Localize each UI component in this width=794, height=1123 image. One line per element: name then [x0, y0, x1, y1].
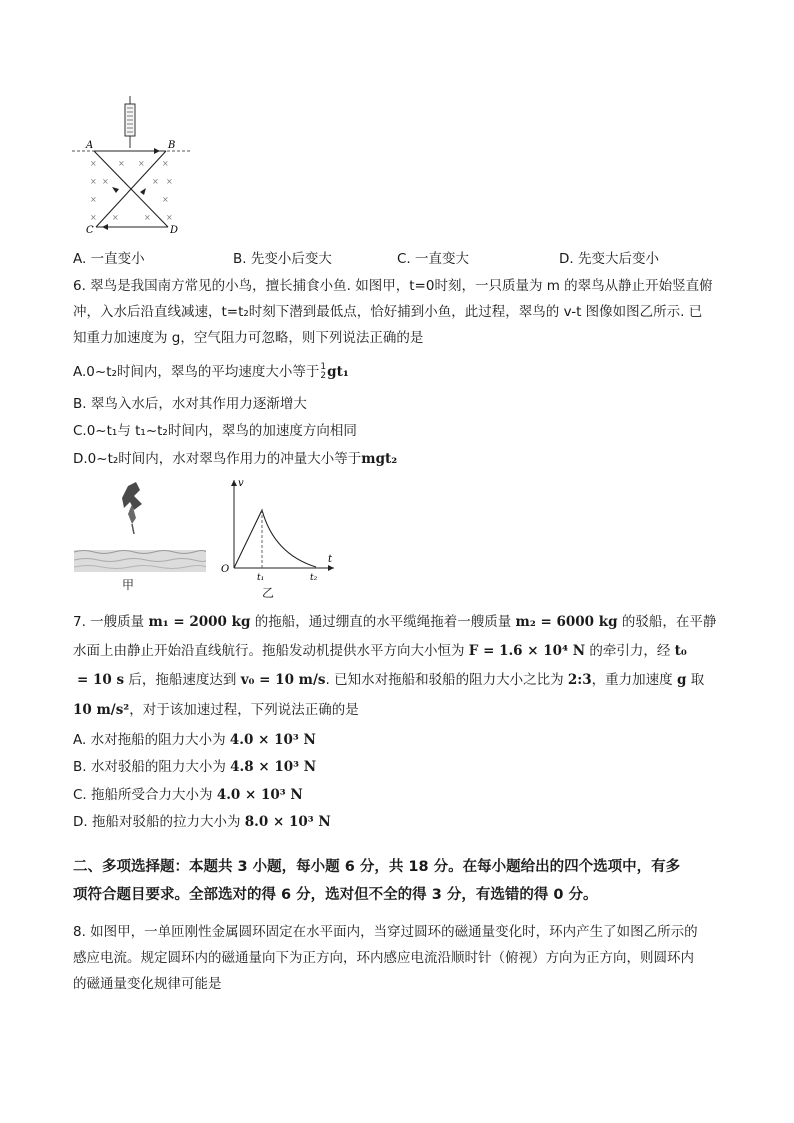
q6-figure-bird: [74, 478, 206, 578]
q7-stem-2: 水面上由静止开始沿直线航行。拖船发动机提供水平方向大小恒为 F = 1.6 × 10⁴ N 的牵引力，经 t₀: [73, 643, 687, 659]
vt-origin-label: O: [221, 564, 230, 575]
q6-option-a[interactable]: A.0~t₂时间内，翠鸟的平均速度大小等于 1 2 gt₁: [73, 362, 349, 381]
svg-text:×: ×: [90, 159, 97, 168]
q6-option-b[interactable]: B. 翠鸟入水后，水对其作用力逐渐增大: [73, 396, 307, 412]
q7-stem-1: 7. 一艘质量 m₁ = 2000 kg 的拖船，通过绷直的水平缆绳拖着一艘质量 m₂ = 6000 kg 的驳船，在平静: [73, 614, 717, 630]
svg-text:×: ×: [118, 159, 125, 168]
vt-curve: [234, 510, 316, 568]
q6-vt-graph: [216, 474, 340, 586]
wire-loop: [94, 151, 168, 227]
q8-stem-1: 8. 如图甲，一单匝刚性金属圆环固定在水平面内，当穿过圆环的磁通量变化时，环内产生了如图乙所示的: [73, 924, 698, 940]
kingfisher-icon: [122, 482, 142, 534]
vt-axis-y-label: v: [238, 478, 244, 489]
magnetic-field-marks: [90, 159, 173, 222]
q5-option-d[interactable]: D. 先变大后变小: [559, 251, 659, 267]
q8-stem-3: 的磁通量变化规律可能是: [73, 976, 222, 992]
q5-option-b[interactable]: B. 先变小后变大: [233, 251, 332, 267]
q6-stem-2: 冲，入水后沿直线减速，t=t₂时刻下潜到最低点，恰好捕到小鱼，此过程，翠鸟的 v-t 图像如图乙所示. 已: [73, 304, 703, 320]
q5-label-c: C: [86, 225, 94, 236]
svg-text:×: ×: [144, 213, 151, 222]
section-2-heading-line-1: 二、多项选择题：本题共 3 小题，每小题 6 分，共 18 分。在每小题给出的四个选项中，有多: [73, 859, 681, 875]
section-2-heading-line-2: 项符合题目要求。全部选对的得 6 分，选对但不全的得 3 分，有选错的得 0 分。: [73, 887, 598, 903]
svg-text:×: ×: [138, 159, 145, 168]
q6-caption-left: 甲: [122, 578, 135, 592]
svg-text:×: ×: [166, 177, 173, 186]
q5-option-c[interactable]: C. 一直变大: [397, 251, 470, 267]
q5-label-a: A: [86, 140, 94, 151]
q7-option-c[interactable]: C. 拖船所受合力大小为 4.0 × 10³ N: [73, 787, 303, 803]
svg-text:×: ×: [112, 213, 119, 222]
q5-label-b: B: [168, 140, 176, 151]
svg-text:×: ×: [90, 195, 97, 204]
svg-text:×: ×: [166, 213, 173, 222]
q6-stem-3: 知重力加速度为 g，空气阻力可忽略，则下列说法正确的是: [73, 330, 424, 346]
q6-option-c[interactable]: C.0~t₁与 t₁~t₂时间内，翠鸟的加速度方向相同: [73, 423, 357, 439]
vt-tick-t1: t₁: [257, 573, 265, 583]
vt-axis-x-label: t: [328, 554, 333, 565]
q7-stem-3: = 10 s 后，拖船速度达到 v₀ = 10 m/s. 已知水对拖船和驳船的阻力大小之比为 2:3，重力加速度 g 取: [77, 672, 705, 688]
svg-text:×: ×: [90, 177, 97, 186]
q7-option-d[interactable]: D. 拖船对驳船的拉力大小为 8.0 × 10³ N: [73, 814, 331, 830]
svg-text:×: ×: [162, 195, 169, 204]
q6-stem-1: 6. 翠鸟是我国南方常见的小鸟，擅长捕食小鱼. 如图甲，t=0时刻，一只质量为 m 的翠鸟从静止开始竖直俯: [73, 278, 713, 294]
svg-text:×: ×: [162, 159, 169, 168]
q8-stem-2: 感应电流。规定圆环内的磁通量向下为正方向，环内感应电流沿顺时针（俯视）方向为正方向，则圆环内: [73, 950, 694, 966]
q5-label-d: D: [170, 225, 179, 236]
svg-text:×: ×: [152, 177, 159, 186]
q5-figure: [72, 96, 192, 238]
q6-option-d[interactable]: D.0~t₂时间内，水对翠鸟作用力的冲量大小等于mgt₂: [73, 451, 398, 467]
svg-text:×: ×: [102, 177, 109, 186]
q6-option-a-fraction: 1 2: [320, 362, 327, 381]
q5-option-a[interactable]: A. 一直变小: [73, 251, 145, 267]
vt-tick-t2: t₂: [310, 573, 318, 583]
q7-stem-4: 10 m/s²，对于该加速过程，下列说法正确的是: [73, 702, 359, 718]
svg-text:×: ×: [90, 213, 97, 222]
q6-caption-right: 乙: [262, 586, 275, 600]
q7-option-b[interactable]: B. 水对驳船的阻力大小为 4.8 × 10³ N: [73, 759, 317, 775]
q5-options: [73, 247, 723, 267]
q7-option-a[interactable]: A. 水对拖船的阻力大小为 4.0 × 10³ N: [73, 732, 316, 748]
